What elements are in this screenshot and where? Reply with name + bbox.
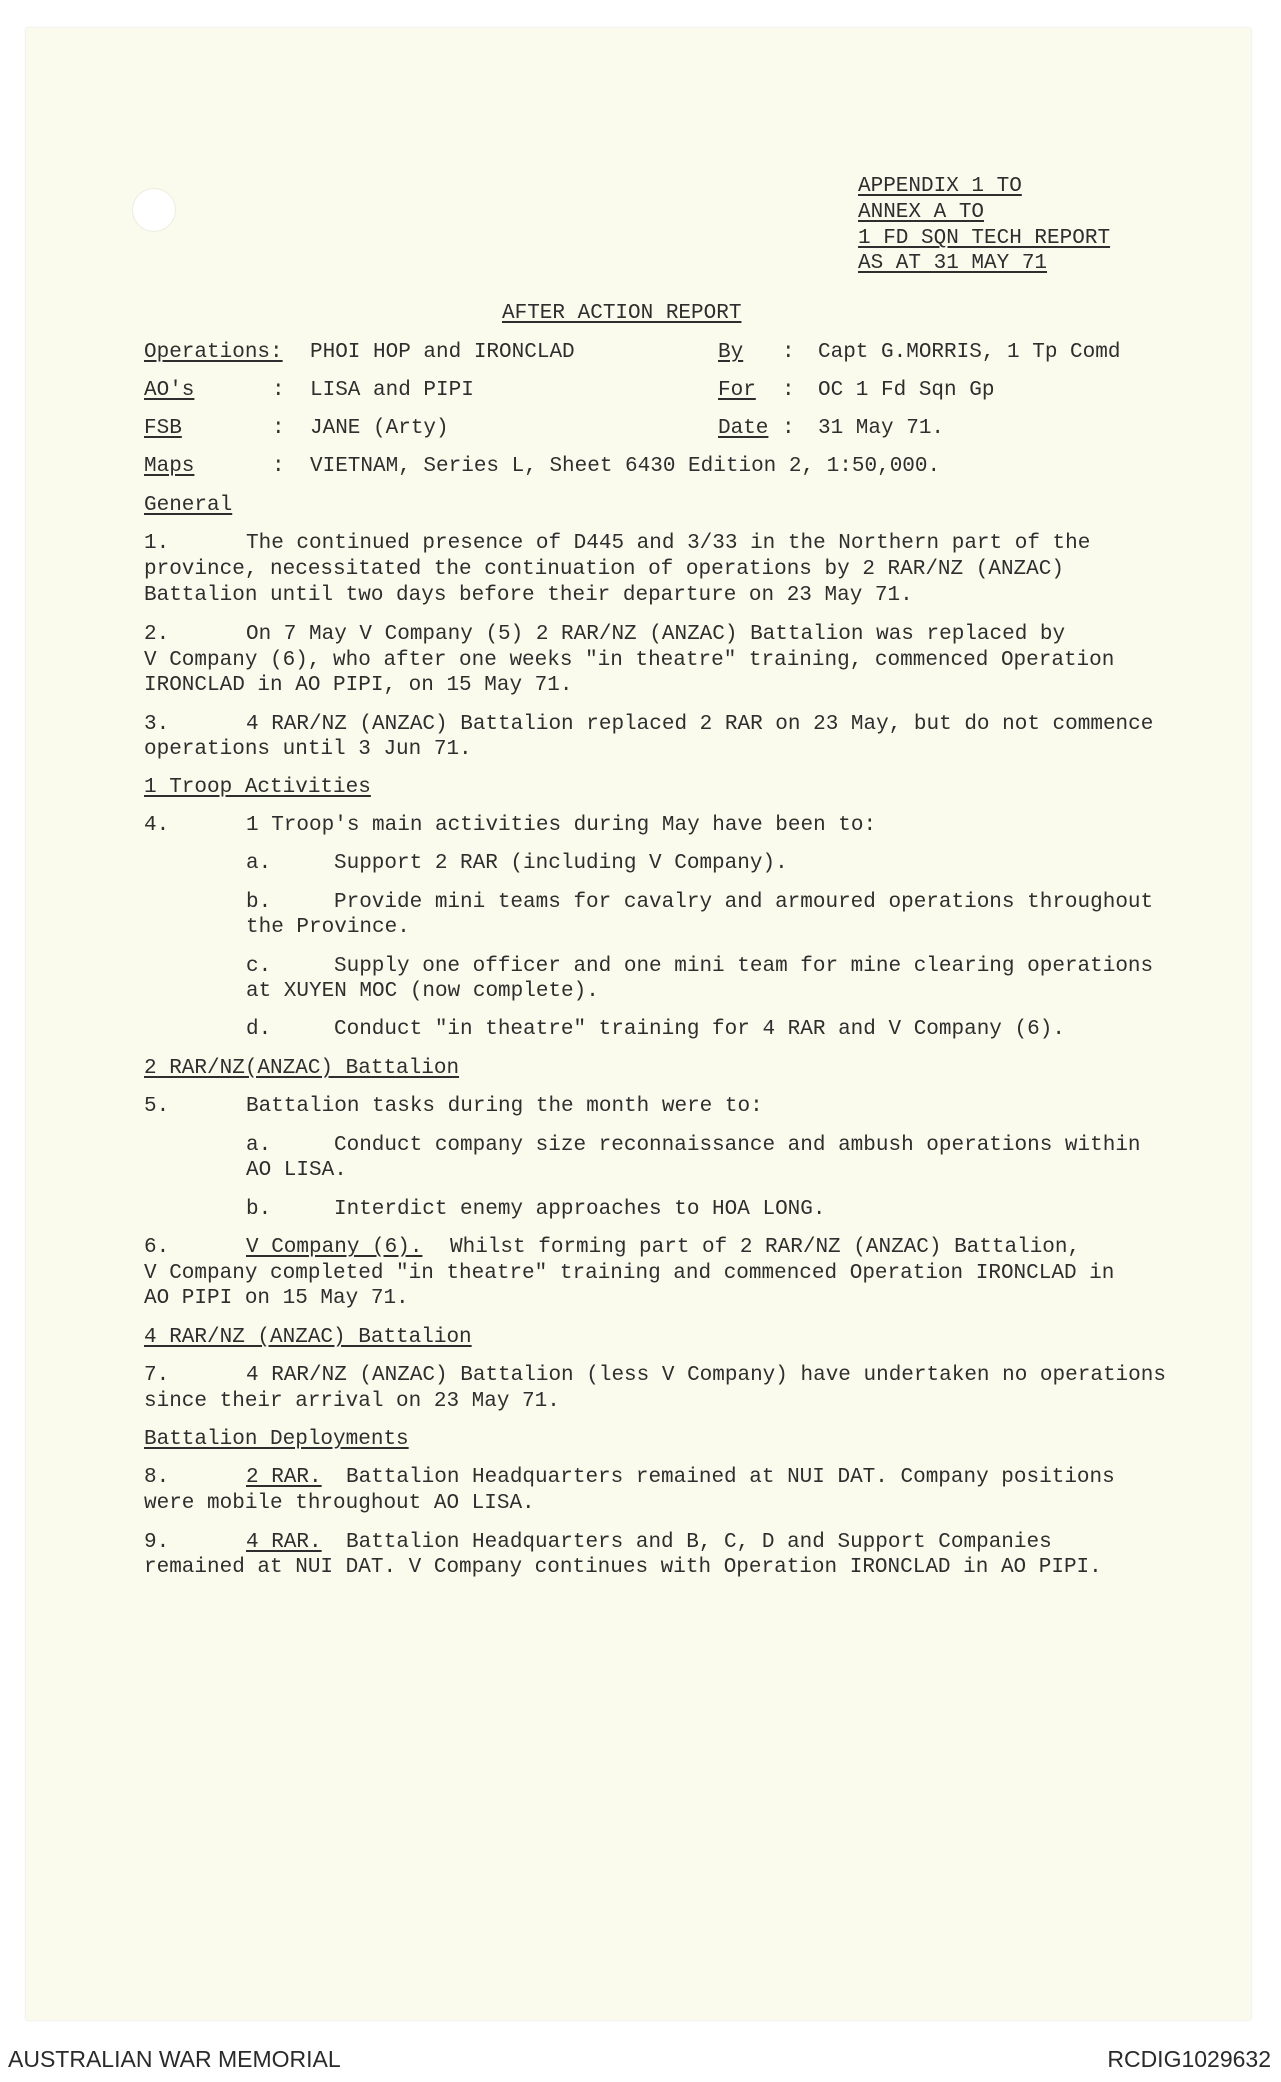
para-6-number: 6. [144, 1236, 170, 1259]
appendix-line-2: ANNEX A TO [858, 201, 985, 224]
para-4c-line-1: Supply one officer and one mini team for mine clearing operations [334, 955, 1154, 978]
appendix-line-1: APPENDIX 1 TO [858, 175, 1022, 198]
maps-colon: : [272, 455, 285, 478]
para-1-line-2: province, necessitated the continuation of operations by 2 RAR/NZ (ANZAC) [144, 558, 1064, 581]
para-7-number: 7. [144, 1364, 170, 1387]
footer-right-label: RCDIG1029632 [1107, 2046, 1271, 2072]
maps-value: VIETNAM, Series L, Sheet 6430 Edition 2, 1:50,000. [310, 455, 941, 478]
for-colon: : [782, 379, 795, 402]
para-4c-line-2: at XUYEN MOC (now complete). [246, 980, 599, 1003]
para-4-line-1: 1 Troop's main activities during May have been to: [246, 814, 877, 837]
para-4-number: 4. [144, 814, 170, 837]
para-6-line-2: V Company completed "in theatre" training and commenced Operation IRONCLAD in [144, 1262, 1115, 1285]
para-8-line-1: Battalion Headquarters remained at NUI DAT. Company positions [346, 1466, 1115, 1489]
maps-label: Maps [144, 455, 195, 478]
para-4a-letter: a. [246, 852, 272, 875]
para-1-line-3: Battalion until two days before their departure on 23 May 71. [144, 584, 913, 607]
para-4b-line-1: Provide mini teams for cavalry and armoured operations throughout [334, 891, 1154, 914]
aos-value: LISA and PIPI [310, 379, 474, 402]
para-4b-line-2: the Province. [246, 916, 410, 939]
para-2-number: 2. [144, 623, 170, 646]
appendix-line-4: AS AT 31 MAY 71 [858, 252, 1048, 275]
by-label: By [718, 341, 744, 364]
fsb-label: FSB [144, 417, 182, 440]
para-6-line-1: Whilst forming part of 2 RAR/NZ (ANZAC) Battalion, [450, 1236, 1081, 1259]
para-8-number: 8. [144, 1466, 170, 1489]
para-4b-letter: b. [246, 891, 272, 914]
para-4d-line-1: Conduct "in theatre" training for 4 RAR and V Company (6). [334, 1018, 1065, 1041]
para-1-line-1: The continued presence of D445 and 3/33 in the Northern part of the [246, 532, 1091, 555]
para-4a-line-1: Support 2 RAR (including V Company). [334, 852, 788, 875]
para-9-heading: 4 RAR. [246, 1531, 322, 1554]
date-colon: : [782, 417, 795, 440]
for-label: For [718, 379, 756, 402]
para-5b-line-1: Interdict enemy approaches to HOA LONG. [334, 1198, 826, 1221]
para-5a-line-2: AO LISA. [246, 1159, 347, 1182]
para-9-number: 9. [144, 1531, 170, 1554]
section-battalion-deployments: Battalion Deployments [144, 1428, 409, 1451]
para-7-line-1: 4 RAR/NZ (ANZAC) Battalion (less V Company) have undertaken no operations [246, 1364, 1166, 1387]
para-5-line-1: Battalion tasks during the month were to: [246, 1095, 763, 1118]
para-5a-letter: a. [246, 1134, 272, 1157]
para-2-line-1: On 7 May V Company (5) 2 RAR/NZ (ANZAC) Battalion was replaced by [246, 623, 1066, 646]
para-8-heading: 2 RAR. [246, 1466, 322, 1489]
footer-left-label: AUSTRALIAN WAR MEMORIAL [8, 2046, 341, 2072]
fsb-colon: : [272, 417, 285, 440]
operations-value: PHOI HOP and IRONCLAD [310, 341, 575, 364]
para-4d-letter: d. [246, 1018, 272, 1041]
by-value: Capt G.MORRIS, 1 Tp Comd [818, 341, 1121, 364]
para-9-line-2: remained at NUI DAT. V Company continues with Operation IRONCLAD in AO PIPI. [144, 1556, 1102, 1579]
section-2-rar-battalion: 2 RAR/NZ(ANZAC) Battalion [144, 1057, 460, 1080]
para-9-line-1: Battalion Headquarters and B, C, D and Support Companies [346, 1531, 1052, 1554]
aos-label: AO's [144, 379, 195, 402]
para-5a-line-1: Conduct company size reconnaissance and ambush operations within [334, 1134, 1141, 1157]
para-4c-letter: c. [246, 955, 272, 978]
para-2-line-3: IRONCLAD in AO PIPI, on 15 May 71. [144, 674, 573, 697]
punch-hole [132, 188, 176, 232]
date-label: Date [718, 417, 769, 440]
para-2-line-2: V Company (6), who after one weeks "in theatre" training, commenced Operation [144, 649, 1115, 672]
by-colon: : [782, 341, 795, 364]
para-6-heading: V Company (6). [246, 1236, 423, 1259]
para-3-line-2: operations until 3 Jun 71. [144, 738, 472, 761]
appendix-line-3: 1 FD SQN TECH REPORT [858, 227, 1111, 250]
fsb-value: JANE (Arty) [310, 417, 449, 440]
para-5-number: 5. [144, 1095, 170, 1118]
date-value: 31 May 71. [818, 417, 945, 440]
para-6-line-3: AO PIPI on 15 May 71. [144, 1287, 409, 1310]
report-title: AFTER ACTION REPORT [502, 302, 742, 325]
section-troop-activities: 1 Troop Activities [144, 776, 371, 799]
section-4-rar-battalion: 4 RAR/NZ (ANZAC) Battalion [144, 1326, 472, 1349]
aos-colon: : [272, 379, 285, 402]
para-7-line-2: since their arrival on 23 May 71. [144, 1390, 560, 1413]
for-value: OC 1 Fd Sqn Gp [818, 379, 995, 402]
para-5b-letter: b. [246, 1198, 272, 1221]
para-8-line-2: were mobile throughout AO LISA. [144, 1492, 535, 1515]
para-3-line-1: 4 RAR/NZ (ANZAC) Battalion replaced 2 RAR on 23 May, but do not commence [246, 713, 1154, 736]
operations-label: Operations: [144, 341, 283, 364]
para-1-number: 1. [144, 532, 170, 555]
para-3-number: 3. [144, 713, 170, 736]
section-general: General [144, 494, 233, 517]
